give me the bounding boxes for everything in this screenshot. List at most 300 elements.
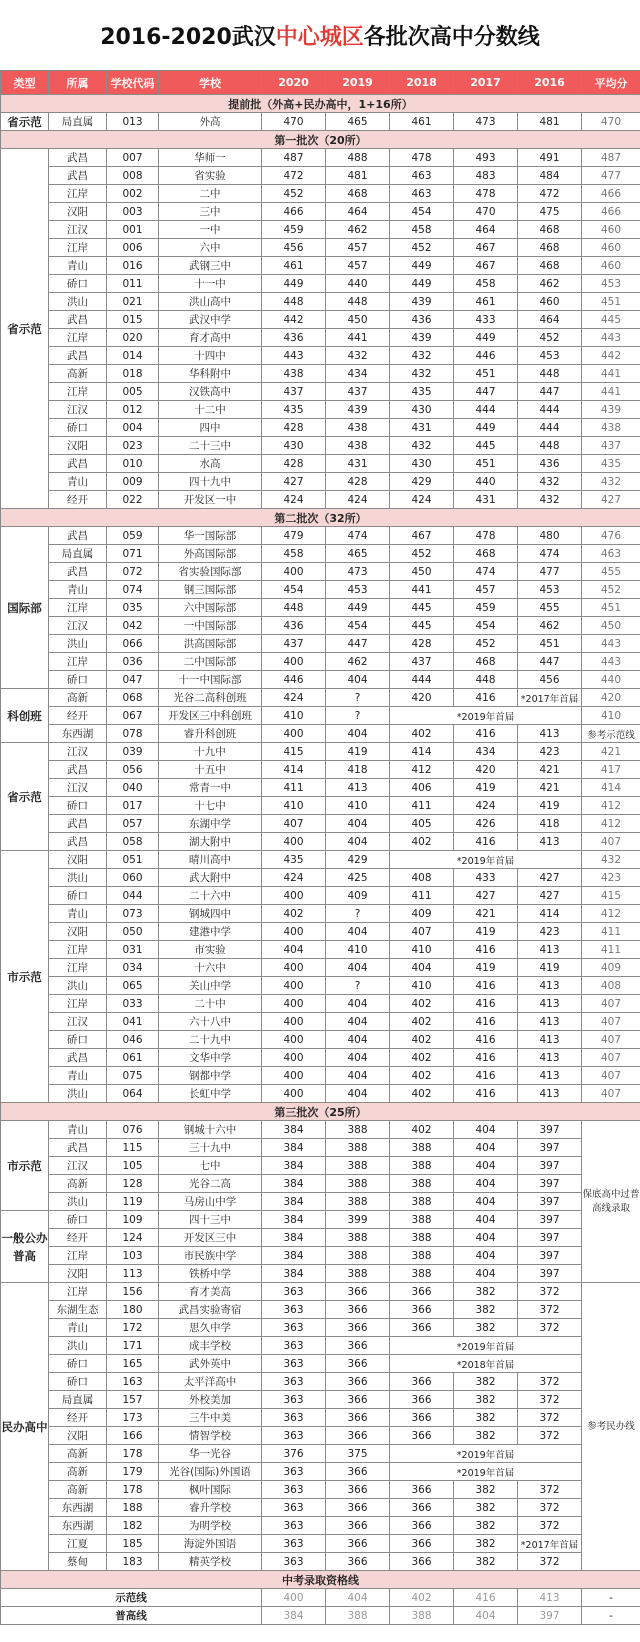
- table-row: [1, 1517, 640, 1535]
- table-cell: 414: [582, 779, 640, 797]
- table-cell: 366: [390, 1535, 454, 1553]
- table-cell: 外校美加: [159, 1391, 262, 1409]
- table-row: [1, 707, 640, 725]
- table-cell: 洪山: [49, 1337, 107, 1355]
- table-cell: 400: [262, 1067, 326, 1085]
- table-cell: 366: [390, 1409, 454, 1427]
- table-cell: 363: [262, 1337, 326, 1355]
- table-cell: 407: [582, 1031, 640, 1049]
- table-cell: 438: [326, 437, 390, 455]
- table-cell: 钢城十六中: [159, 1121, 262, 1139]
- table-cell: 400: [262, 977, 326, 995]
- table-cell: 长虹中学: [159, 1085, 262, 1103]
- header-cell: 平均分: [582, 71, 640, 95]
- table-cell: 427: [454, 887, 518, 905]
- table-cell: 经开: [49, 1409, 107, 1427]
- table-row: [1, 887, 640, 905]
- table-cell: 424: [262, 491, 326, 509]
- table-cell: 173: [107, 1409, 159, 1427]
- table-cell: 常青一中: [159, 779, 262, 797]
- table-cell: 128: [107, 1175, 159, 1193]
- table-cell: 汉阳: [49, 203, 107, 221]
- table-cell: 031: [107, 941, 159, 959]
- table-cell: 397: [518, 1193, 582, 1211]
- table-cell: 388: [326, 1247, 390, 1265]
- table-cell: 463: [390, 185, 454, 203]
- qualification-name: 普高线: [1, 1607, 262, 1625]
- table-cell: 459: [454, 599, 518, 617]
- table-cell: 二十三中: [159, 437, 262, 455]
- table-cell: 470: [582, 113, 640, 131]
- table-row: [1, 1121, 640, 1139]
- table-cell: 397: [518, 1211, 582, 1229]
- table-cell: 钢城四中: [159, 905, 262, 923]
- table-cell: 124: [107, 1229, 159, 1247]
- table-cell: 366: [390, 1499, 454, 1517]
- table-cell: 江夏: [49, 1535, 107, 1553]
- table-cell: 059: [107, 527, 159, 545]
- table-row: [1, 1049, 640, 1067]
- table-cell: 402: [262, 905, 326, 923]
- table-cell: 051: [107, 851, 159, 869]
- table-row: [1, 329, 640, 347]
- table-cell: 156: [107, 1283, 159, 1301]
- table-cell: 413: [326, 779, 390, 797]
- table-cell: 蔡甸: [49, 1553, 107, 1571]
- table-cell: 366: [326, 1373, 390, 1391]
- table-row: [1, 635, 640, 653]
- table-cell: 460: [582, 239, 640, 257]
- table-cell: 江岸: [49, 329, 107, 347]
- table-cell: 413: [518, 941, 582, 959]
- table-cell: 388: [390, 1157, 454, 1175]
- table-cell: 454: [390, 203, 454, 221]
- table-cell: 397: [518, 1607, 582, 1625]
- table-cell: 002: [107, 185, 159, 203]
- table-cell: 武昌: [49, 167, 107, 185]
- table-row: [1, 167, 640, 185]
- table-cell: 372: [518, 1409, 582, 1427]
- table-cell: 光谷二高科创班: [159, 689, 262, 707]
- table-cell: 372: [518, 1427, 582, 1445]
- table-cell: 178: [107, 1445, 159, 1463]
- table-cell: 太平洋高中: [159, 1373, 262, 1391]
- table-cell: *2017年首届: [518, 1535, 582, 1553]
- table-cell: 180: [107, 1301, 159, 1319]
- table-cell: 411: [390, 797, 454, 815]
- qualification-label: 中考录取资格线: [1, 1571, 640, 1589]
- table-cell: 二中: [159, 185, 262, 203]
- table-cell: 103: [107, 1247, 159, 1265]
- table-cell: 010: [107, 455, 159, 473]
- table-cell: 局直属: [49, 1391, 107, 1409]
- school-type-cell: 省示范: [1, 743, 49, 851]
- table-cell: 399: [326, 1211, 390, 1229]
- table-cell: 东西湖: [49, 1499, 107, 1517]
- table-cell: 高新: [49, 1175, 107, 1193]
- header-row: [1, 71, 640, 95]
- table-row: [1, 221, 640, 239]
- table-cell: 477: [518, 563, 582, 581]
- table-cell: 420: [390, 689, 454, 707]
- table-cell: 404: [326, 995, 390, 1013]
- section-label: 提前批（外高+民办高中，1+16所）: [1, 95, 640, 113]
- table-row: [1, 311, 640, 329]
- table-cell: 470: [454, 203, 518, 221]
- table-cell: *2017年首届: [518, 689, 582, 707]
- table-cell: 427: [262, 473, 326, 491]
- table-cell: 421: [518, 761, 582, 779]
- table-cell: 477: [582, 167, 640, 185]
- table-cell: 435: [262, 851, 326, 869]
- table-cell: 404: [454, 1139, 518, 1157]
- table-cell: 397: [518, 1157, 582, 1175]
- table-cell: 419: [454, 779, 518, 797]
- table-cell: 366: [390, 1517, 454, 1535]
- table-cell: 武昌: [49, 1139, 107, 1157]
- table-cell: 402: [390, 1121, 454, 1139]
- table-cell: 华一光谷: [159, 1445, 262, 1463]
- table-cell: 413: [518, 1031, 582, 1049]
- table-cell: 363: [262, 1463, 326, 1481]
- table-cell: 404: [326, 1013, 390, 1031]
- table-cell: 041: [107, 1013, 159, 1031]
- table-cell: 179: [107, 1463, 159, 1481]
- table-cell: 高新: [49, 689, 107, 707]
- table-cell: 363: [262, 1301, 326, 1319]
- table-cell: 445: [454, 437, 518, 455]
- table-cell: 439: [390, 329, 454, 347]
- table-row: [1, 1427, 640, 1445]
- table-cell: 454: [262, 581, 326, 599]
- table-cell: 青山: [49, 581, 107, 599]
- table-cell: 454: [326, 617, 390, 635]
- table-cell: 363: [262, 1427, 326, 1445]
- table-cell: 建港中学: [159, 923, 262, 941]
- table-cell: 384: [262, 1175, 326, 1193]
- table-cell: 011: [107, 275, 159, 293]
- table-cell: 436: [262, 617, 326, 635]
- school-type-cell: 市示范: [1, 1121, 49, 1211]
- table-row: [1, 977, 640, 995]
- table-cell: 洪山: [49, 293, 107, 311]
- table-cell: 436: [390, 311, 454, 329]
- table-cell: 461: [262, 257, 326, 275]
- table-cell: 382: [454, 1427, 518, 1445]
- qualification-name: 示范线: [1, 1589, 262, 1607]
- table-row: [1, 1013, 640, 1031]
- table-cell: 402: [390, 1067, 454, 1085]
- table-cell: 洪山: [49, 1085, 107, 1103]
- table-cell: 419: [518, 797, 582, 815]
- table-cell: 400: [262, 653, 326, 671]
- table-cell: 460: [582, 257, 640, 275]
- table-row: [1, 491, 640, 509]
- table-cell: 晴川高中: [159, 851, 262, 869]
- table-cell: 366: [390, 1553, 454, 1571]
- table-row: [1, 869, 640, 887]
- table-cell: 418: [518, 815, 582, 833]
- table-row: [1, 581, 640, 599]
- table-cell: 青山: [49, 1121, 107, 1139]
- table-cell: 463: [582, 545, 640, 563]
- table-cell: 武昌: [49, 833, 107, 851]
- table-cell: 汉阳: [49, 1427, 107, 1445]
- table-cell: 四十三中: [159, 1211, 262, 1229]
- table-cell: 493: [454, 149, 518, 167]
- table-cell: 448: [454, 671, 518, 689]
- table-cell: 443: [582, 329, 640, 347]
- table-cell: 硚口: [49, 275, 107, 293]
- table-cell: 468: [326, 185, 390, 203]
- table-cell: 452: [582, 581, 640, 599]
- table-cell: 384: [262, 1607, 326, 1625]
- table-cell: 汉阳: [49, 1265, 107, 1283]
- table-cell: 473: [454, 113, 518, 131]
- table-cell: 436: [262, 329, 326, 347]
- table-cell: 382: [454, 1553, 518, 1571]
- table-cell: 400: [262, 1589, 326, 1607]
- table-cell: 076: [107, 1121, 159, 1139]
- table-cell: 443: [262, 347, 326, 365]
- table-row: [1, 113, 640, 131]
- table-cell: 366: [326, 1499, 390, 1517]
- table-cell: 423: [518, 743, 582, 761]
- title-pre: 2016-2020武汉: [100, 24, 276, 50]
- table-cell: 397: [518, 1121, 582, 1139]
- table-row: [1, 923, 640, 941]
- table-cell: 外高: [159, 113, 262, 131]
- table-cell: 366: [326, 1283, 390, 1301]
- table-row: [1, 797, 640, 815]
- table-cell: 428: [262, 455, 326, 473]
- table-cell: 449: [454, 419, 518, 437]
- table-cell: 413: [518, 1049, 582, 1067]
- table-cell: 105: [107, 1157, 159, 1175]
- table-cell: 022: [107, 491, 159, 509]
- table-cell: 413: [518, 1013, 582, 1031]
- table-cell: 青山: [49, 1319, 107, 1337]
- table-cell: 高新: [49, 365, 107, 383]
- table-cell: 068: [107, 689, 159, 707]
- table-cell: 华师一: [159, 149, 262, 167]
- table-cell: 007: [107, 149, 159, 167]
- table-cell: 461: [390, 113, 454, 131]
- table-cell: 汉阳: [49, 437, 107, 455]
- table-cell: 447: [518, 383, 582, 401]
- table-cell: 018: [107, 365, 159, 383]
- table-cell: 441: [326, 329, 390, 347]
- table-cell: 414: [390, 743, 454, 761]
- school-type-cell: 民办高中: [1, 1283, 49, 1571]
- table-cell: 402: [390, 995, 454, 1013]
- table-cell: 452: [390, 239, 454, 257]
- table-cell: 404: [326, 1589, 390, 1607]
- table-cell: 404: [454, 1121, 518, 1139]
- table-cell: 453: [582, 275, 640, 293]
- table-cell: 六中: [159, 239, 262, 257]
- table-row: [1, 1553, 640, 1571]
- table-cell: 372: [518, 1373, 582, 1391]
- table-row: [1, 293, 640, 311]
- table-cell: 020: [107, 329, 159, 347]
- table-cell: 008: [107, 167, 159, 185]
- table-cell: 483: [454, 167, 518, 185]
- table-cell: 市实验: [159, 941, 262, 959]
- table-cell: 456: [518, 671, 582, 689]
- table-cell: 363: [262, 1355, 326, 1373]
- table-cell: 460: [518, 293, 582, 311]
- table-cell: 经开: [49, 707, 107, 725]
- table-row: [1, 1067, 640, 1085]
- table-cell: 453: [326, 581, 390, 599]
- table-cell: 417: [582, 761, 640, 779]
- table-cell: 410: [262, 707, 326, 725]
- table-cell: 开发区三中: [159, 1229, 262, 1247]
- table-cell: 407: [582, 833, 640, 851]
- table-cell: 410: [262, 797, 326, 815]
- table-row: [1, 347, 640, 365]
- table-cell: 372: [518, 1301, 582, 1319]
- table-cell: 汉阳: [49, 851, 107, 869]
- table-row: [1, 653, 640, 671]
- table-cell: 硚口: [49, 671, 107, 689]
- table-cell: 047: [107, 671, 159, 689]
- table-cell: 066: [107, 635, 159, 653]
- header-cell: 2020: [262, 71, 326, 95]
- table-cell: 七中: [159, 1157, 262, 1175]
- table-cell: 406: [390, 779, 454, 797]
- table-cell: 443: [582, 635, 640, 653]
- table-cell: 419: [518, 959, 582, 977]
- table-cell: 366: [326, 1427, 390, 1445]
- table-cell: 449: [326, 599, 390, 617]
- table-cell: 435: [262, 401, 326, 419]
- table-cell: 491: [518, 149, 582, 167]
- table-cell: 六十八中: [159, 1013, 262, 1031]
- table-cell: 449: [262, 275, 326, 293]
- table-cell: 407: [582, 1085, 640, 1103]
- table-cell: 455: [582, 563, 640, 581]
- table-cell: 397: [518, 1265, 582, 1283]
- table-cell: 366: [326, 1301, 390, 1319]
- table-cell: 413: [518, 725, 582, 743]
- table-cell: 418: [326, 761, 390, 779]
- table-cell: 457: [326, 239, 390, 257]
- table-cell: 366: [390, 1373, 454, 1391]
- table-cell: 376: [262, 1445, 326, 1463]
- table-cell: 046: [107, 1031, 159, 1049]
- table-cell: 461: [454, 293, 518, 311]
- table-row: [1, 1175, 640, 1193]
- table-cell: 省实验: [159, 167, 262, 185]
- table-cell: 关山中学: [159, 977, 262, 995]
- table-cell: 404: [326, 923, 390, 941]
- table-cell: 407: [582, 1049, 640, 1067]
- table-cell: 472: [518, 185, 582, 203]
- table-cell: 睿升科创班: [159, 725, 262, 743]
- table-cell: 424: [262, 869, 326, 887]
- table-cell: 447: [454, 383, 518, 401]
- table-cell: 410: [582, 707, 640, 725]
- table-cell: 459: [262, 221, 326, 239]
- table-cell: 432: [582, 851, 640, 869]
- table-cell: 硚口: [49, 797, 107, 815]
- table-cell: 442: [582, 347, 640, 365]
- table-cell: 430: [262, 437, 326, 455]
- table-cell: 363: [262, 1373, 326, 1391]
- table-cell: 412: [582, 905, 640, 923]
- table-cell: 366: [326, 1553, 390, 1571]
- table-cell: 市民族中学: [159, 1247, 262, 1265]
- table-cell: 410: [390, 977, 454, 995]
- table-cell: 468: [454, 653, 518, 671]
- table-cell: 064: [107, 1085, 159, 1103]
- table-cell: 397: [518, 1139, 582, 1157]
- table-cell: 402: [390, 1031, 454, 1049]
- table-cell: 366: [326, 1517, 390, 1535]
- table-cell: 404: [326, 1031, 390, 1049]
- table-cell: 415: [262, 743, 326, 761]
- table-cell: 青山: [49, 1067, 107, 1085]
- table-cell: 416: [454, 1031, 518, 1049]
- table-cell: 366: [390, 1283, 454, 1301]
- table-cell: 武外英中: [159, 1355, 262, 1373]
- table-cell: 二中国际部: [159, 653, 262, 671]
- table-cell: 363: [262, 1283, 326, 1301]
- table-cell: 384: [262, 1121, 326, 1139]
- table-cell: 487: [262, 149, 326, 167]
- table-cell: 精英学校: [159, 1553, 262, 1571]
- table-cell: 470: [262, 113, 326, 131]
- table-cell: 484: [518, 167, 582, 185]
- table-cell: 十二中: [159, 401, 262, 419]
- table-cell: 424: [390, 491, 454, 509]
- table-row: [1, 1355, 640, 1373]
- table-cell: 440: [326, 275, 390, 293]
- table-row: [1, 257, 640, 275]
- table-cell: 366: [326, 1535, 390, 1553]
- table-cell: 光谷(国际)外国语: [159, 1463, 262, 1481]
- table-cell: 449: [390, 275, 454, 293]
- table-cell: 一中: [159, 221, 262, 239]
- table-cell: 456: [262, 239, 326, 257]
- table-cell: 硚口: [49, 1211, 107, 1229]
- header-cell: 类型: [1, 71, 49, 95]
- table-row: [1, 239, 640, 257]
- table-cell: 江岸: [49, 941, 107, 959]
- table-cell: 416: [454, 1013, 518, 1031]
- table-cell: 397: [518, 1175, 582, 1193]
- table-cell: 钢三国际部: [159, 581, 262, 599]
- table-cell: 400: [262, 887, 326, 905]
- section-header-row: [1, 509, 640, 527]
- table-cell: 404: [326, 725, 390, 743]
- table-cell: 375: [326, 1445, 390, 1463]
- table-cell: 447: [326, 635, 390, 653]
- table-cell: 058: [107, 833, 159, 851]
- table-row: [1, 1283, 640, 1301]
- table-cell: 009: [107, 473, 159, 491]
- table-cell: 451: [454, 365, 518, 383]
- table-cell: 江汉: [49, 779, 107, 797]
- table-cell: 武大附中: [159, 869, 262, 887]
- table-cell: 452: [262, 185, 326, 203]
- table-cell: 424: [326, 491, 390, 509]
- section-label: 第一批次（20所）: [1, 131, 640, 149]
- table-row: [1, 563, 640, 581]
- table-cell: 402: [390, 1049, 454, 1067]
